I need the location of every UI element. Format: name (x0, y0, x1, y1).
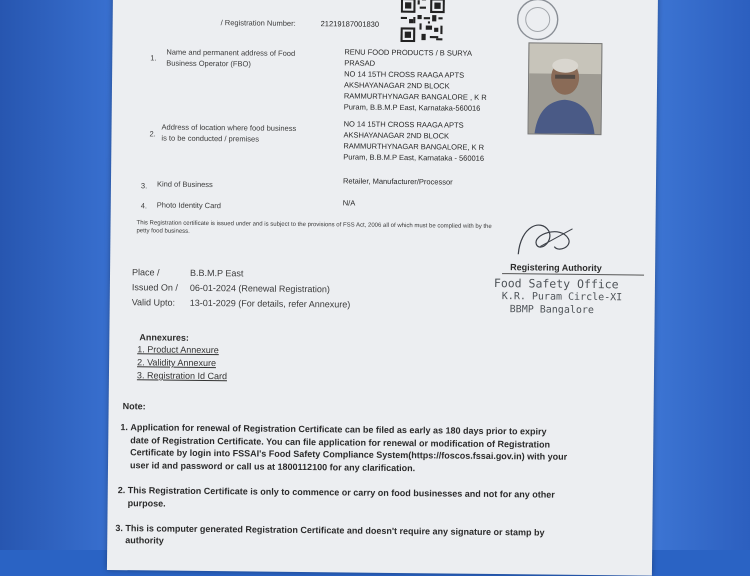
fbo-photo (528, 42, 603, 135)
field-3-value: Retailer, Manufacturer/Processor (343, 175, 453, 187)
field-3-num: 3. (141, 180, 147, 191)
authority-underline (502, 273, 644, 275)
place-label: Place / (132, 266, 160, 278)
note-3-text: This is computer generated Registration Certificate and doesn't require any signature or stamp by authority (125, 522, 544, 550)
registering-authority: Registering Authority (510, 261, 602, 274)
seal-line-3: BBMP Bangalore (510, 303, 594, 317)
signature (510, 216, 580, 262)
qr-code-icon (400, 0, 444, 42)
background-left (0, 0, 120, 550)
issued-value: 06-01-2024 (Renewal Registration) (190, 282, 330, 295)
seal-line-1: Food Safety Office (494, 276, 619, 291)
field-4-label: Photo Identity Card (157, 199, 221, 211)
field-4-value: N/A (343, 197, 356, 208)
annexure-product-link[interactable]: 1. Product Annexure (137, 343, 219, 356)
registration-label: / Registration Number: (221, 17, 296, 29)
field-2-value: NO 14 15TH CROSS RAAGA APTS AKSHAYANAGAR 2ND BLOCK RAMMURTHYNAGAR BANGALORE, K R Puram, B.B.M.P East, Karnataka - 560016 (343, 118, 484, 163)
annexures-title: Annexures: (139, 331, 189, 344)
valid-label: Valid Upto: (132, 296, 175, 308)
note-1-text: Application for renewal of Registration Certificate can be filed as early as 180 days prior to expiry date of Registration Certificate. You can file application for renewal or modification of Registration Certificate by login into FSSAI's Food Safety Compliance System(https://foscos.fssai.gov.in) with your user id and password or call us at 1800112100 for any clarification. (130, 421, 568, 476)
note-3-num: 3. (115, 522, 123, 534)
field-2-label: Address of location where food business is to be conducted / premises (161, 122, 296, 145)
note-title: Note: (123, 400, 146, 412)
note-2-text: This Registration Certificate is only to commence or carry on food businesses and not for any other purpose. (128, 484, 555, 514)
issued-label: Issued On / (132, 281, 178, 293)
issued-note: This Registration certificate is issued under and is subject to the provisions of FSS Act, 2006 all of which must be complied with by the petty food business. (136, 219, 616, 240)
seal-line-2: K.R. Puram Circle-XI (502, 290, 623, 304)
place-value: B.B.M.P East (190, 267, 243, 280)
field-1-value: RENU FOOD PRODUCTS / B SURYA PRASAD NO 14 15TH CROSS RAAGA APTS AKSHAYANAGAR 2ND BLOCK RAMMURTHYNAGAR BANGALORE , K R Puram, B.B.M.P East, Karnataka-560016 (344, 46, 487, 113)
certificate-paper (107, 0, 658, 576)
registration-number: 21219187001830 (321, 18, 380, 30)
round-stamp (514, 0, 560, 43)
annexure-validity-link[interactable]: 2. Validity Annexure (137, 356, 216, 369)
field-2-num: 2. (149, 128, 155, 139)
annexure-id-card-link[interactable]: 3. Registration Id Card (137, 369, 227, 382)
note-1-num: 1. (120, 421, 128, 433)
field-4-num: 4. (141, 200, 147, 211)
field-1-num: 1. (150, 52, 156, 63)
field-3-label: Kind of Business (157, 178, 213, 190)
note-2-num: 2. (118, 484, 126, 496)
valid-value: 13-01-2029 (For details, refer Annexure) (190, 297, 351, 311)
field-1-label: Name and permanent address of Food Business Operator (FBO) (166, 47, 295, 70)
